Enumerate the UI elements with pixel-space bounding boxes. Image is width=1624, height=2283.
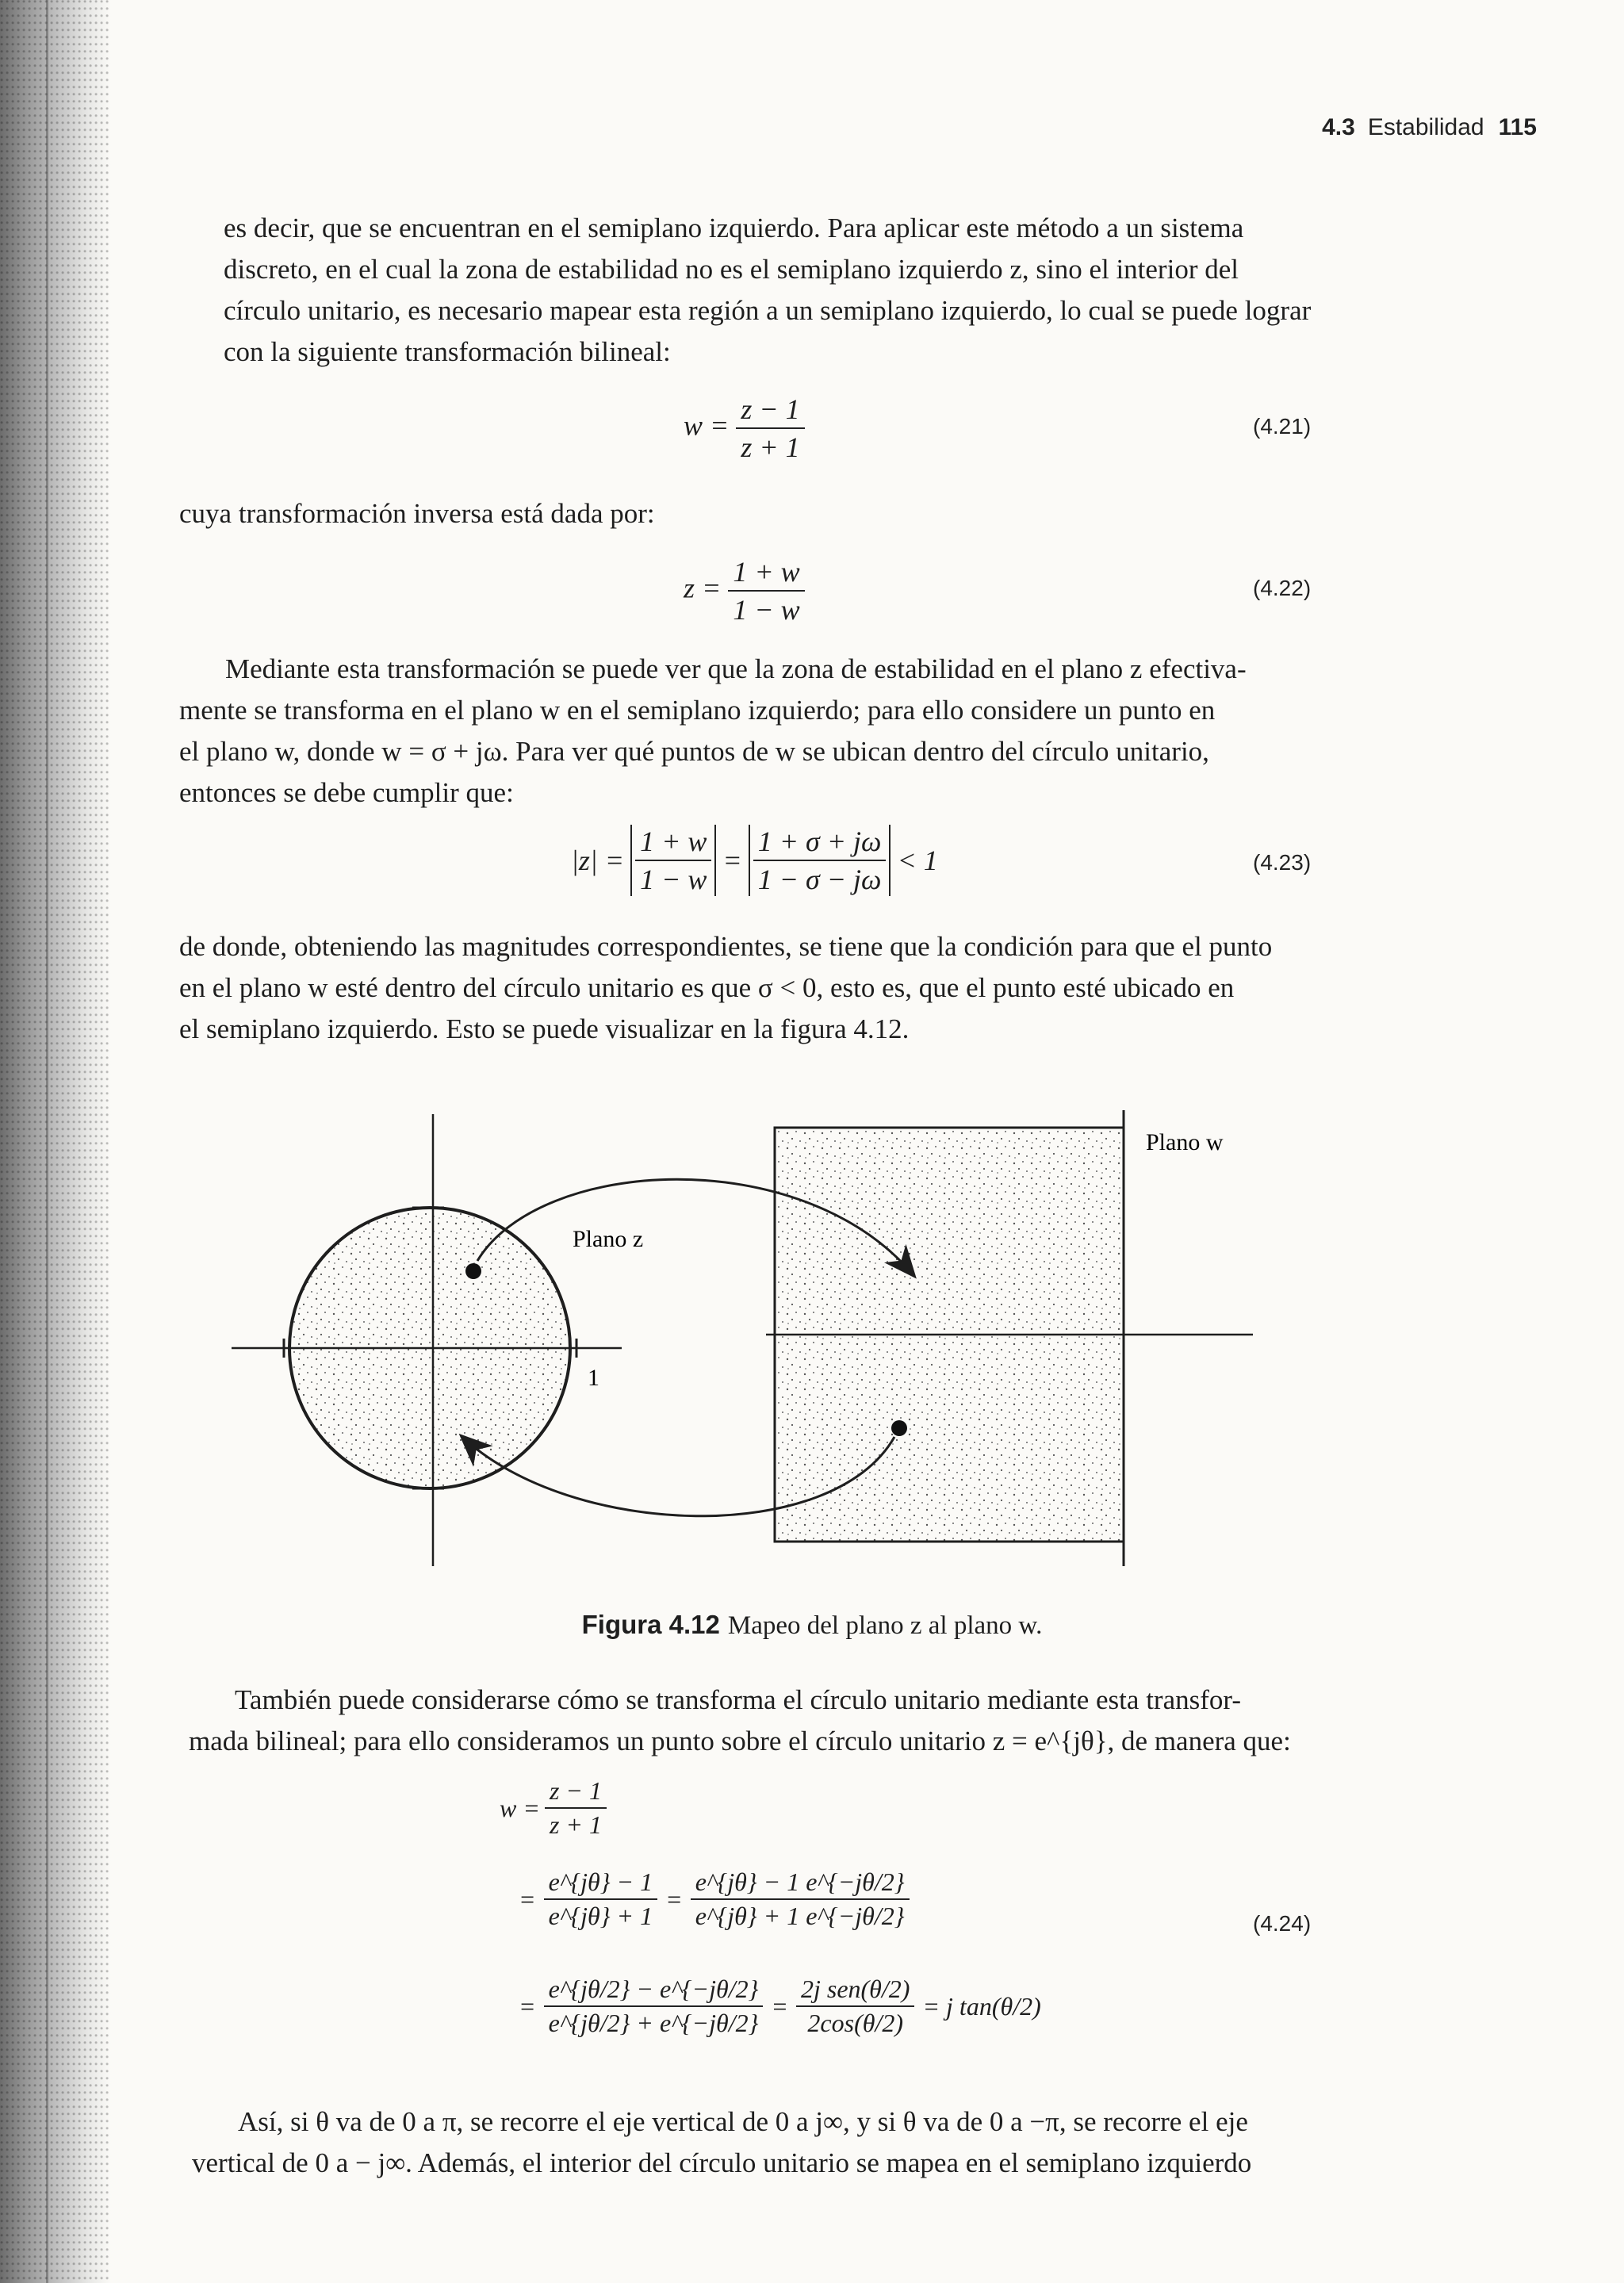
eq-line-2 xyxy=(500,1848,1041,1951)
point-w xyxy=(891,1420,907,1436)
numerator: z − 1 xyxy=(736,393,804,429)
denominator: e^{jθ} + 1 xyxy=(548,1902,653,1930)
page-number: 115 xyxy=(1498,114,1537,140)
equation-number: (4.23) xyxy=(1253,850,1312,875)
text-line: entonces se debe cumplir que: xyxy=(179,777,514,808)
equals-sign: = xyxy=(519,1991,536,2021)
denominator: 2cos(θ/2) xyxy=(807,2009,903,2037)
text-line: el plano w, donde w = σ + jω. Para ver qué puntos de w se ubican dentro del círculo unitario, xyxy=(179,736,1209,767)
numerator: z − 1 xyxy=(545,1776,607,1809)
fraction xyxy=(544,1867,658,1931)
equation-4-24 xyxy=(500,1768,1041,2062)
text-line: de donde, obteniendo las magnitudes correspondientes, se tiene que la condición para que el punto xyxy=(179,931,1273,962)
text-line: También puede considerarse cómo se transforma el círculo unitario mediante esta transfor- xyxy=(235,1684,1241,1715)
text-line: mada bilineal; para ello consideramos un punto sobre el círculo unitario z = e^{jθ}, de manera que: xyxy=(189,1726,1291,1756)
denominator: z + 1 xyxy=(549,1810,602,1839)
equation-number: (4.22) xyxy=(1253,576,1312,600)
denominator: e^{jθ/2} + e^{−jθ/2} xyxy=(548,2009,759,2037)
paragraph-mapping-conclusion xyxy=(192,2101,1326,2184)
numerator: 1 + w xyxy=(728,555,804,592)
plane-w-label: Plano w xyxy=(1146,1129,1224,1155)
equals-sign: = xyxy=(519,1884,536,1913)
text-line: Así, si θ va de 0 a π, se recorre el eje vertical de 0 a j∞, y si θ va de 0 a −π, se recorre el eje xyxy=(238,2106,1248,2137)
numerator: 1 + σ + jω xyxy=(753,825,887,861)
text-line: vertical de 0 a − j∞. Además, el interior del círculo unitario se mapea en el semiplano izquierdo xyxy=(192,2147,1252,2178)
figure-caption xyxy=(0,1610,1624,1641)
eq-rhs: = j tan(θ/2) xyxy=(922,1991,1041,2021)
eq-lhs: w = xyxy=(684,409,730,442)
section-number: 4.3 xyxy=(1322,114,1355,140)
fraction xyxy=(691,1867,910,1931)
denominator: 1 − w xyxy=(733,594,800,626)
section-title: Estabilidad xyxy=(1367,114,1484,140)
numerator: e^{jθ/2} − e^{−jθ/2} xyxy=(544,1975,764,2007)
numerator: e^{jθ} − 1 xyxy=(544,1867,658,1900)
eq-lhs: z = xyxy=(684,572,722,604)
eq-lhs: w = xyxy=(500,1793,540,1822)
equation-number: (4.24) xyxy=(1253,1911,1312,1936)
denominator: e^{jθ} + 1 e^{−jθ/2} xyxy=(695,1902,905,1930)
inequality: < 1 xyxy=(897,845,938,876)
numerator: 2j sen(θ/2) xyxy=(796,1975,914,2007)
equals-sign: = xyxy=(665,1884,683,1913)
equals-sign: = xyxy=(722,845,742,876)
fraction xyxy=(545,1776,607,1840)
text-line: círculo unitario, es necesario mapear esta región a un semiplano izquierdo, lo cual se puede lograr xyxy=(224,295,1312,326)
eq-lhs: |z| = xyxy=(571,845,625,876)
numerator: e^{jθ} − 1 e^{−jθ/2} xyxy=(691,1867,910,1900)
fraction xyxy=(544,1975,764,2038)
denominator: 1 − σ − jω xyxy=(757,864,882,895)
fraction xyxy=(796,1975,914,2038)
unit-label: 1 xyxy=(588,1365,599,1391)
text-line: es decir, que se encuentran en el semiplano izquierdo. Para aplicar este método a un sistema xyxy=(224,213,1244,243)
denominator: 1 − w xyxy=(640,864,707,895)
denominator: z + 1 xyxy=(741,431,800,463)
equals-sign: = xyxy=(771,1991,788,2021)
text-line: mente se transforma en el plano w en el semiplano izquierdo; para ello considere un punto en xyxy=(179,695,1216,726)
eq-line-3 xyxy=(500,1951,1041,2062)
paragraph-unit-circle xyxy=(189,1680,1323,1762)
text-line: el semiplano izquierdo. Esto se puede visualizar en la figura 4.12. xyxy=(179,1013,910,1044)
text-line: en el plano w esté dentro del círculo unitario es que σ < 0, esto es, que el punto esté ubicado en xyxy=(179,972,1235,1003)
plane-z-label: Plano z xyxy=(573,1226,644,1252)
numerator: 1 + w xyxy=(635,825,711,861)
point-z xyxy=(465,1263,481,1279)
text-line: discreto, en el cual la zona de estabilidad no es el semiplano izquierdo z, sino el interior del xyxy=(224,254,1239,285)
equation-number: (4.21) xyxy=(1253,414,1312,439)
text-line: Mediante esta transformación se puede ver que la zona de estabilidad en el plano z efectiva- xyxy=(225,653,1247,684)
text-line: con la siguiente transformación bilineal: xyxy=(224,336,671,367)
text-line: cuya transformación inversa está dada por: xyxy=(179,498,655,529)
caption-text: Mapeo del plano z al plano w. xyxy=(727,1611,1043,1640)
eq-line-1 xyxy=(500,1768,1041,1848)
figure-label: Figura 4.12 xyxy=(581,1610,720,1639)
